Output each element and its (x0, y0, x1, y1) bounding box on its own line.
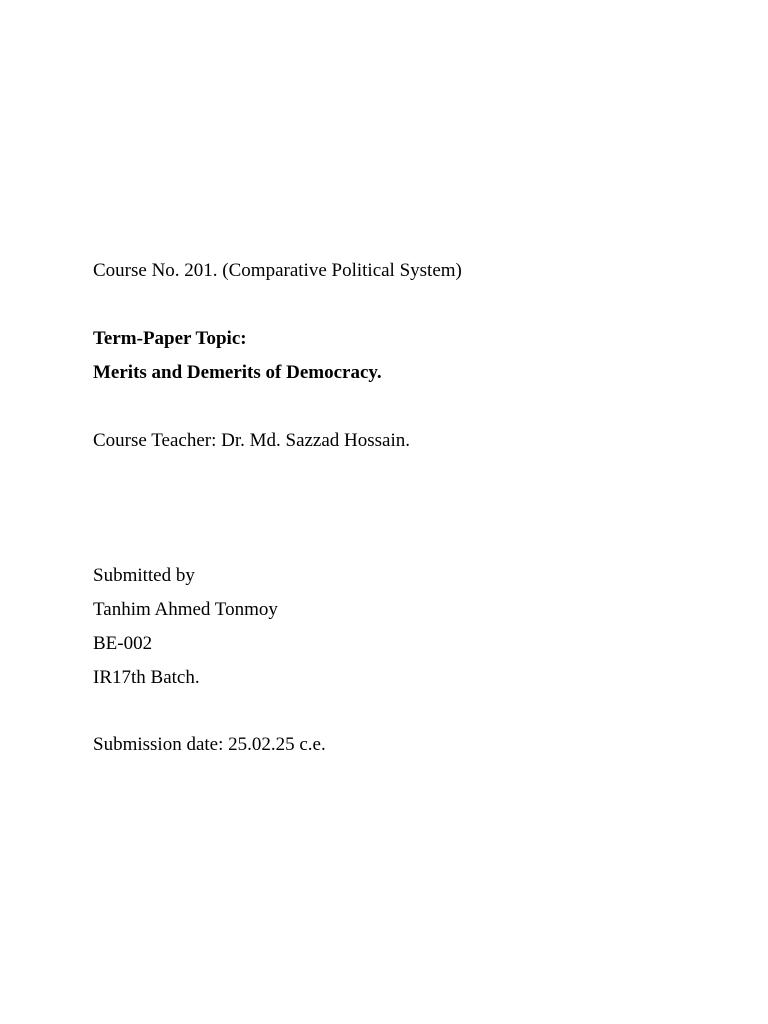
batch-line: IR17th Batch. (93, 667, 200, 688)
submission-date: Submission date: 25.02.25 c.e. (93, 734, 326, 755)
teacher-line: Course Teacher: Dr. Md. Sazzad Hossain. (93, 430, 411, 451)
student-name: Tanhim Ahmed Tonmoy (93, 599, 278, 620)
topic-title: Merits and Demerits of Democracy. (93, 362, 382, 383)
course-line: Course No. 201. (Comparative Political System) (93, 260, 462, 281)
topic-label: Term-Paper Topic: (93, 328, 247, 349)
submitted-by-label: Submitted by (93, 565, 195, 586)
student-id: BE-002 (93, 633, 153, 654)
